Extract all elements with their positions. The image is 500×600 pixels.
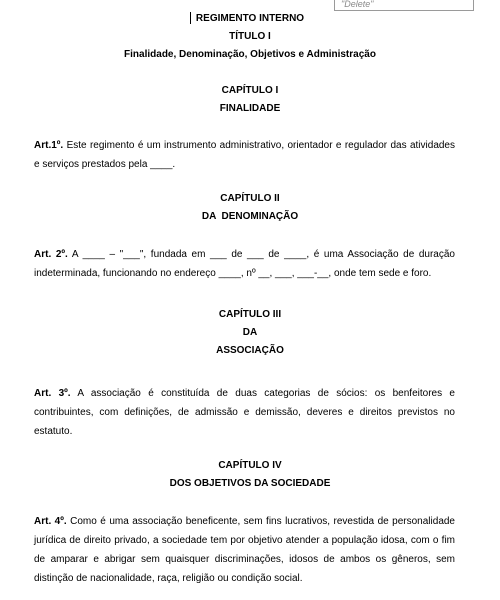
chapter-1-name: FINALIDADE bbox=[219, 103, 281, 114]
chapter-3-heading: CAPÍTULO III bbox=[218, 309, 282, 320]
document-title: REGIMENTO INTERNO bbox=[195, 13, 305, 24]
article-1-label: Art.1º. bbox=[34, 140, 64, 151]
comment-balloon[interactable] bbox=[334, 0, 474, 11]
article-3-text: A associação é constituída de duas categorias de sócios: os benfeitores e contribuintes, com definições, de admissão e demissão, deveres e direitos previstos no estatuto. bbox=[34, 388, 455, 437]
article-2-text: A ____ – "___", fundada em ___ de ___ de ____, é uma Associação de duração indeterminada, funcionando no endereço ____, nº __, ___, ___-__, onde tem sede e foro. bbox=[34, 249, 455, 279]
title-subtitle: Finalidade, Denominação, Objetivos e Administração bbox=[124, 49, 376, 60]
chapter-4-heading: CAPÍTULO IV bbox=[218, 460, 282, 471]
article-2-label: Art. 2º. bbox=[34, 249, 68, 260]
article-4-label: Art. 4º. bbox=[34, 516, 67, 527]
chapter-1-heading: CAPÍTULO I bbox=[221, 85, 279, 96]
chapter-3-name-line-2: ASSOCIAÇÃO bbox=[216, 345, 284, 356]
article-2 bbox=[34, 245, 455, 283]
article-1 bbox=[34, 136, 455, 174]
chapter-4-name: DOS OBJETIVOS DA SOCIEDADE bbox=[169, 478, 331, 489]
article-1-text: Este regimento é um instrumento administrativo, orientador e regulador das atividades e serviços prestados pela ____. bbox=[34, 140, 455, 170]
article-3-label: Art. 3º. bbox=[34, 388, 71, 399]
chapter-2-name: DA DENOMINAÇÃO bbox=[201, 211, 299, 222]
article-4 bbox=[34, 512, 455, 588]
article-4-text: Como é uma associação beneficente, sem fins lucrativos, revestida de personalidade jurídica de direito privado, a sociedade tem por objetivo atender a população idosa, com o fim de amparar e abrigar sem quaisquer discriminações, idosos de ambos os gêneros, sem distinção de nacionalidade, raça, religião ou condição social. bbox=[34, 516, 455, 584]
comment-text: "Delete" bbox=[341, 0, 374, 9]
article-3 bbox=[34, 384, 455, 441]
title-number: TÍTULO I bbox=[229, 31, 271, 42]
chapter-2-heading: CAPÍTULO II bbox=[220, 193, 280, 204]
chapter-3-name-line-1: DA bbox=[242, 327, 258, 338]
